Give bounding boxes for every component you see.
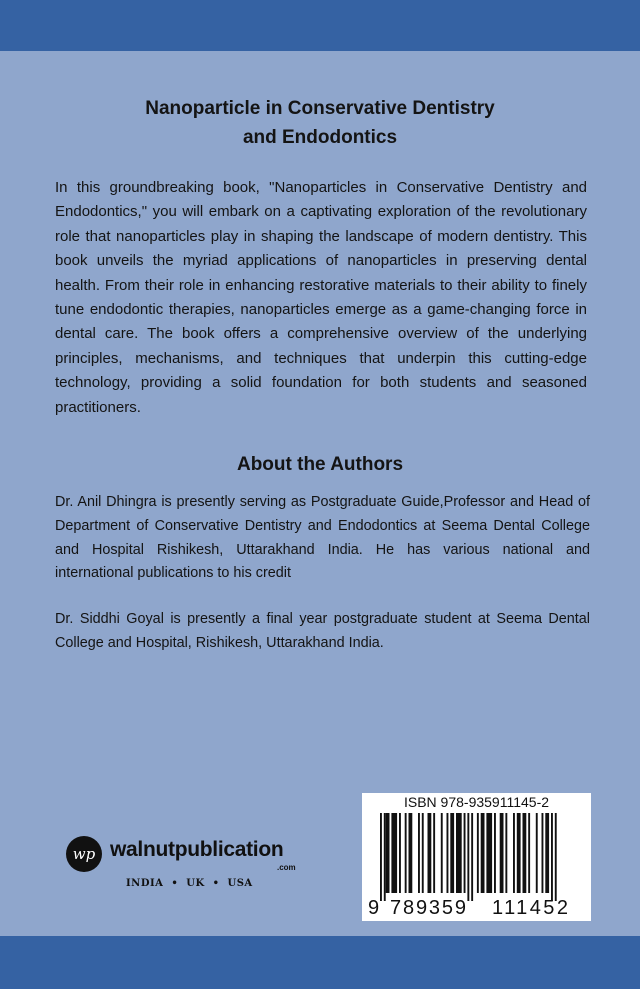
barcode-bar <box>513 813 515 893</box>
barcode-bar <box>481 813 485 893</box>
barcode-digit-first: 9 <box>368 897 380 919</box>
barcode-bar <box>456 813 462 893</box>
about-authors-heading: About the Authors <box>236 454 404 475</box>
publisher-logo <box>66 834 316 894</box>
book-title <box>40 94 600 152</box>
barcode-bar <box>418 813 420 893</box>
author-bio-anil-dhingra: Dr. Anil Dhingra is presently serving as Postgraduate Guide,Professor and Head of Department of Conservative Dentistry and Endodontics at Seema Dental College and Hospital Rishikesh, Uttarakhand India. He has various national and international publications to his credit <box>55 494 590 582</box>
barcode-bar <box>545 813 549 893</box>
barcode-bar <box>386 813 390 893</box>
barcode-bar <box>405 813 407 893</box>
barcode-bar <box>464 813 466 893</box>
barcode-bar <box>500 813 504 893</box>
barcode-bar <box>399 813 401 893</box>
barcode-bar <box>528 813 530 893</box>
barcode-bar <box>422 813 424 893</box>
isbn-barcode <box>362 793 591 921</box>
barcode-bar <box>477 813 479 893</box>
barcode-digits-right: 111452 <box>492 897 568 919</box>
barcode-bar <box>551 813 553 901</box>
barcode-bar <box>441 813 443 893</box>
barcode-bar <box>555 813 557 901</box>
barcode-bars <box>362 793 591 921</box>
barcode-bar <box>486 813 492 893</box>
barcode-bar <box>471 813 473 901</box>
barcode-bar <box>523 813 527 893</box>
barcode-bar <box>536 813 538 893</box>
bottom-color-band <box>0 936 640 989</box>
barcode-bar <box>450 813 454 893</box>
book-description: In this groundbreaking book, "Nanoparticles in Conservative Dentistry and Endodontics," you will embark on a captivating exploration of the revolutionary role that nanoparticles play in shaping the landscape of modern dentistry. This book unveils the myriad applications of nanoparticles in preserving dental health. From their role in enhancing restorative materials to their ability to finely tune endodontic therapies, nanoparticles emerge as a game-changing force in dental care. The book offers a comprehensive overview of the underlying principles, mechanisms, and techniques that underpin this cutting-edge technology, providing a solid foundation for both students and seasoned practitioners. <box>55 179 587 416</box>
barcode-bar <box>505 813 507 893</box>
barcode-bar <box>433 813 435 893</box>
publisher-domain-suffix: .com <box>277 863 296 872</box>
barcode-bar <box>447 813 449 893</box>
barcode-bar <box>494 813 496 893</box>
barcode-bar <box>542 813 544 893</box>
barcode-bar <box>467 813 469 901</box>
barcode-bar <box>380 813 382 901</box>
barcode-digits-left: 789359 <box>390 897 466 919</box>
walnut-logo-icon: wp <box>66 836 102 872</box>
barcode-bar <box>409 813 413 893</box>
barcode-bar <box>384 813 386 901</box>
barcode-bar <box>428 813 432 893</box>
author-bio-siddhi-goyal: Dr. Siddhi Goyal is presently a final year postgraduate student at Seema Dental College and Hospital, Rishikesh, Uttarakhand India. <box>55 611 590 651</box>
book-title-line-2: and Endodontics <box>242 127 398 148</box>
book-title-line-1: Nanoparticle in Conservative Dentistry <box>145 98 495 119</box>
publisher-regions: INDIA • UK • USA <box>126 878 253 889</box>
publisher-name: walnutpublication <box>110 838 284 861</box>
barcode-bar <box>517 813 521 893</box>
top-color-band <box>0 0 640 51</box>
barcode-bar <box>391 813 397 893</box>
isbn-label: ISBN 978-935911145-2 <box>403 794 550 810</box>
